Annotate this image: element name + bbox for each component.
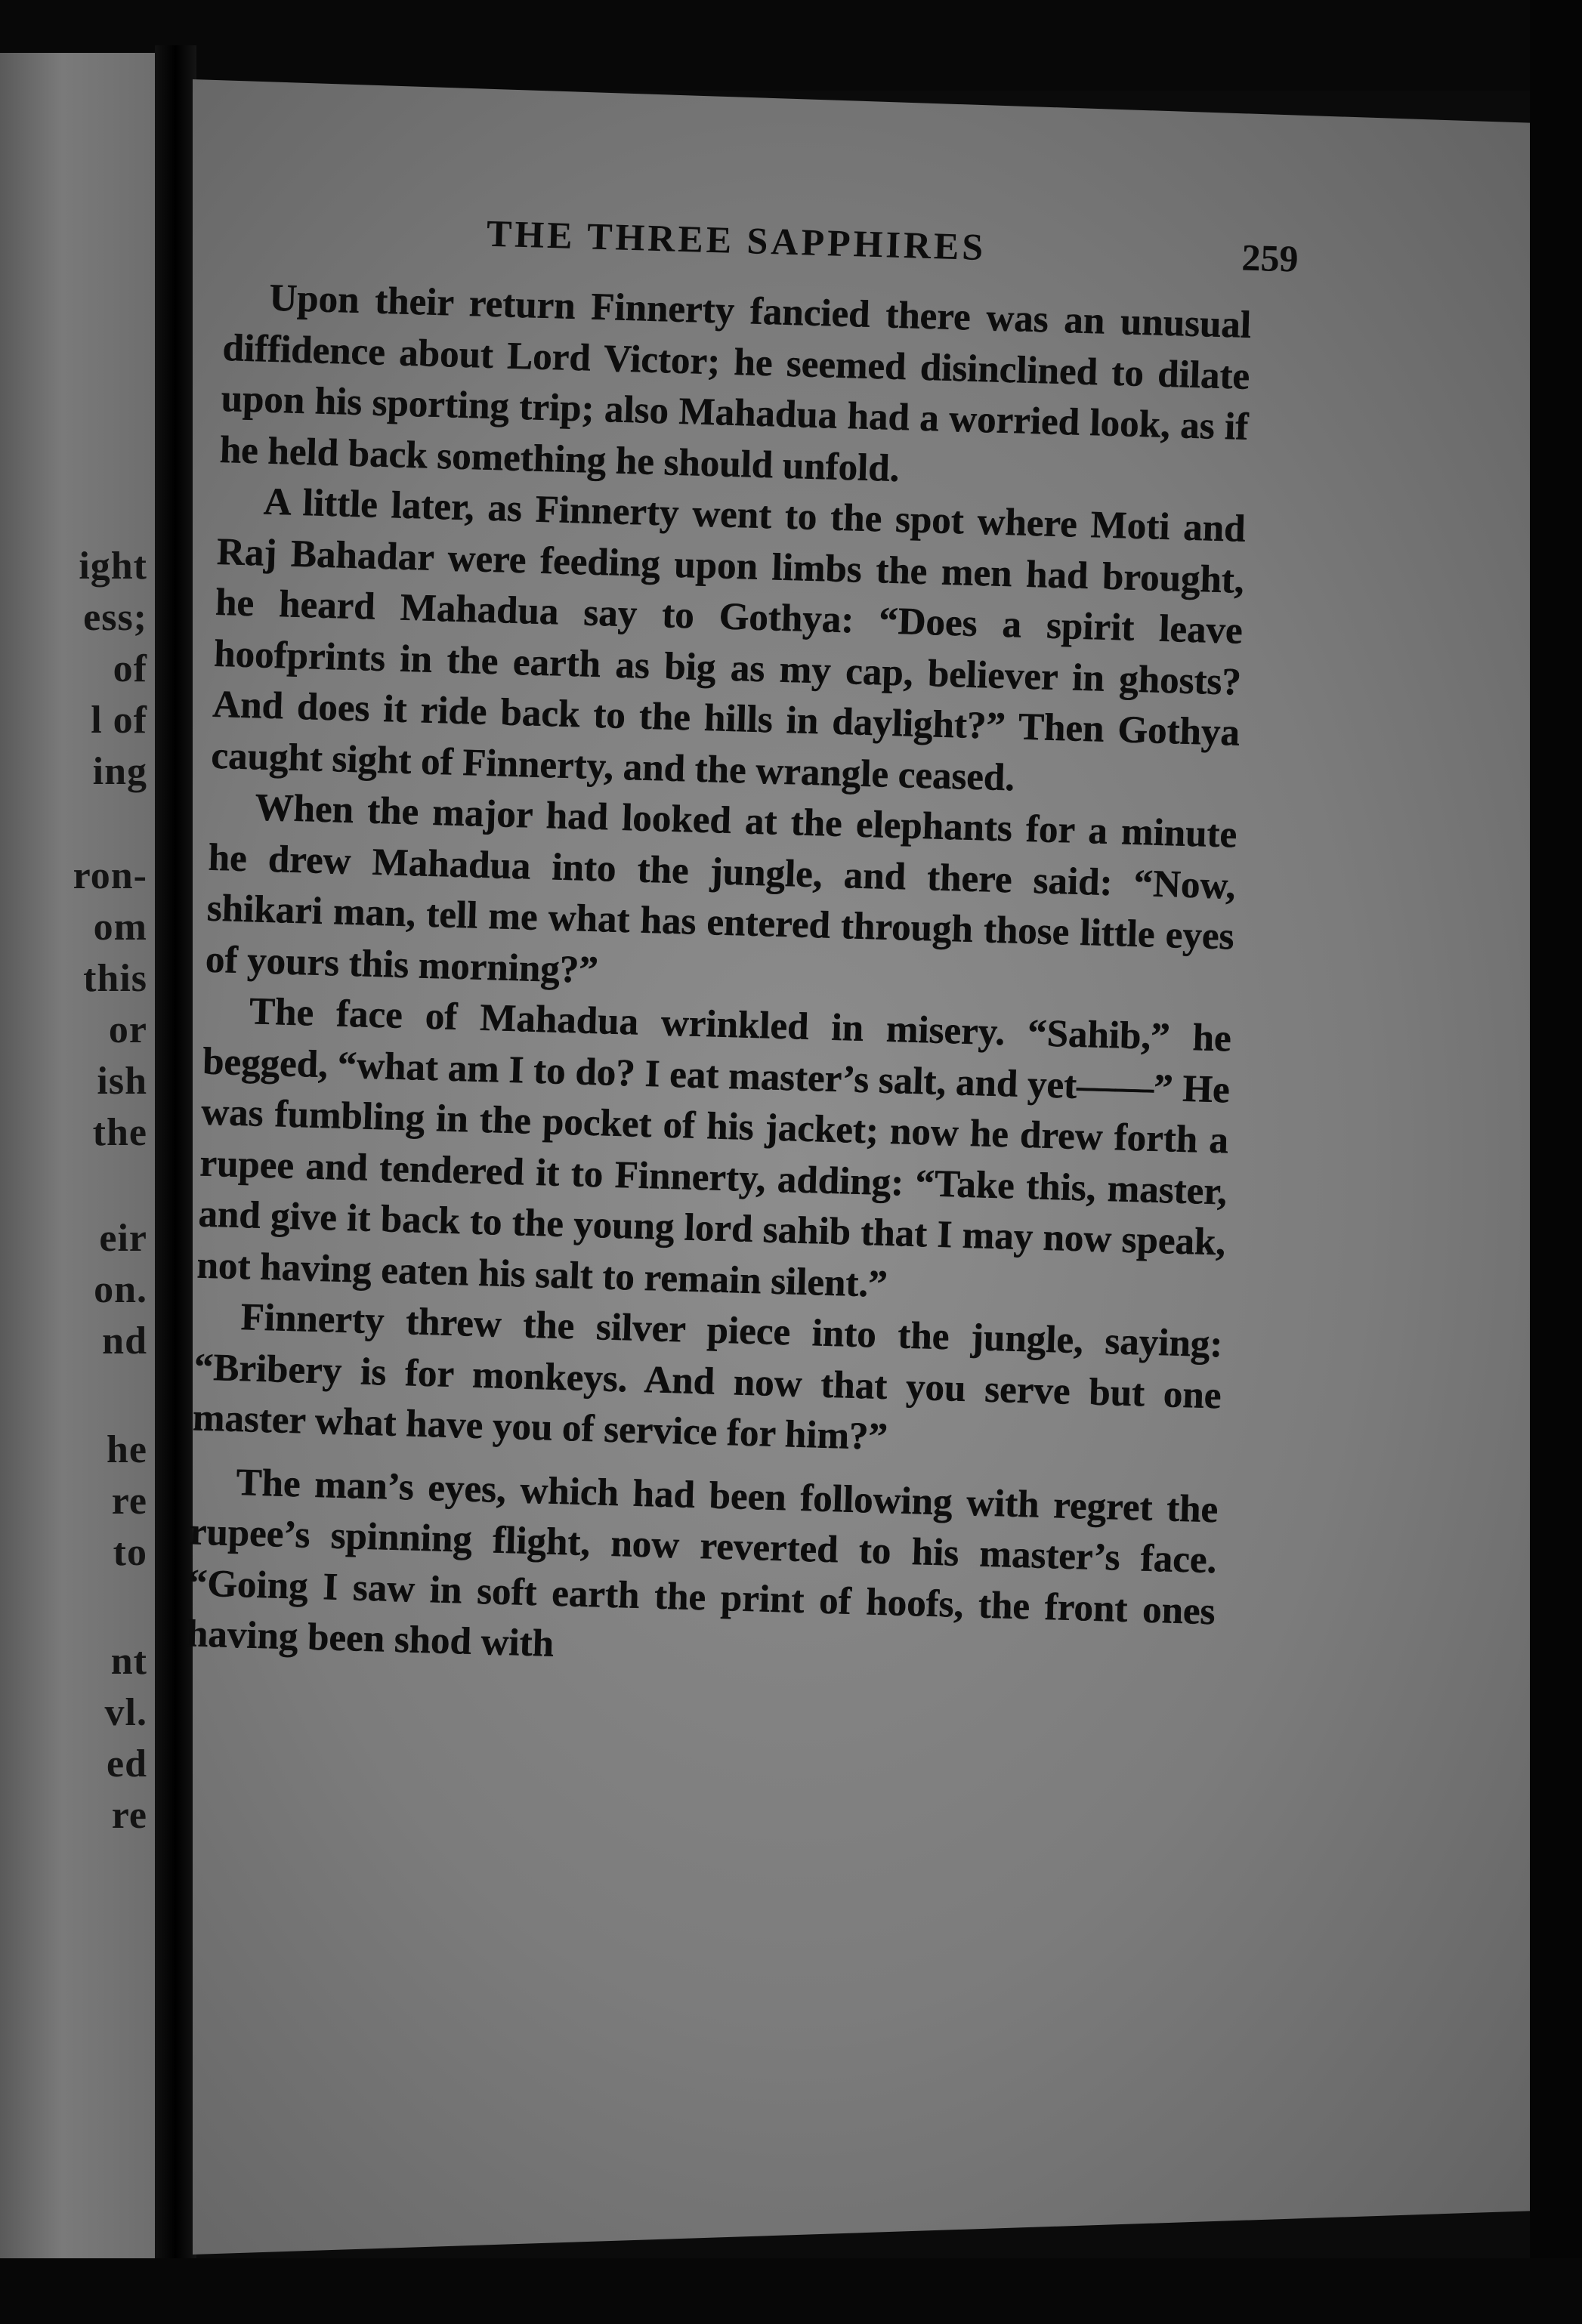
facing-page-line: re xyxy=(111,1480,147,1523)
facing-page-line: om xyxy=(93,906,147,949)
facing-page-line: this xyxy=(83,957,147,1000)
facing-page-line: ess; xyxy=(83,596,147,639)
facing-page-line: re xyxy=(111,1794,147,1837)
running-title: THE THREE SAPPHIRES xyxy=(486,211,987,269)
facing-page-fragment xyxy=(0,53,155,2273)
paragraph: The face of Mahadua wrinkled in misery. “Sahib,” he begged, “what am I to do? I eat master’s salt, and yet——” He was fumbling in the pocket of his jacket; now he drew forth a rupee and tendered it to Finnerty, adding: “Take this, master, and give it back to the young lord sahib that I may now speak, not having eaten his salt to remain silent.” xyxy=(196,990,1232,1306)
scan-top-border xyxy=(0,0,1582,91)
facing-page-line: ed xyxy=(107,1742,147,1785)
scan-bottom-border xyxy=(0,2258,1582,2324)
scan-right-border xyxy=(1530,0,1582,2324)
facing-page-line: nd xyxy=(102,1319,147,1363)
facing-page-line: or xyxy=(108,1008,147,1051)
facing-page-line: he xyxy=(107,1428,147,1471)
facing-page-line: l of xyxy=(91,699,147,742)
paragraph: When the major had looked at the elephants for a minute he drew Mahadua into the jungle, and there said: “Now, shikari man, tell me what has entered through those little eyes of yours this morning?” xyxy=(205,786,1237,992)
facing-page-line: ing xyxy=(92,750,147,793)
page-number: 259 xyxy=(1241,236,1299,280)
facing-page-line: nt xyxy=(110,1640,147,1683)
facing-page-line: ight xyxy=(79,545,147,588)
body-text xyxy=(186,272,1252,1689)
facing-page-line: to xyxy=(113,1531,147,1574)
paragraph: Finnerty threw the silver piece into the jungle, saying: “Bribery is for monkeys. And now that you serve but one master what have you of service for him?” xyxy=(192,1296,1224,1459)
facing-page-line: eir xyxy=(99,1217,147,1260)
page-content xyxy=(186,204,1299,1689)
paragraph: A little later, as Finnerty went to the spot where Moti and Raj Bahadar were feeding upon limbs the men had brought, he heard Mahadua say to Gothya: “Does a spirit leave hoofprints in the earth as big as my cap, believer in ghosts? And does it ride back to the hills in daylight?” Then Gothya caught sight of Finnerty, and the wrangle ceased. xyxy=(210,480,1247,799)
facing-page-line: on. xyxy=(94,1268,147,1311)
paragraph: Upon their return Finnerty fancied there was an unusual diffidence about Lord Victor; he seemed disinclined to dilate upon his sporting trip; also Mahadua had a worried look, as if he held back something he should unfold. xyxy=(219,276,1252,490)
facing-page-line: ish xyxy=(97,1060,147,1103)
facing-page-line: of xyxy=(113,647,147,690)
paragraph: The man’s eyes, which had been following with regret the rupee’s spinning flight, now reverted to his master’s face. “Going I saw in soft earth the print of hoofs, the front ones having been shod with xyxy=(186,1461,1219,1665)
facing-page-line: ron- xyxy=(73,854,147,897)
facing-page-line: vl. xyxy=(104,1691,147,1734)
facing-page-line: the xyxy=(92,1111,147,1154)
book-binding-gutter xyxy=(155,45,196,2324)
